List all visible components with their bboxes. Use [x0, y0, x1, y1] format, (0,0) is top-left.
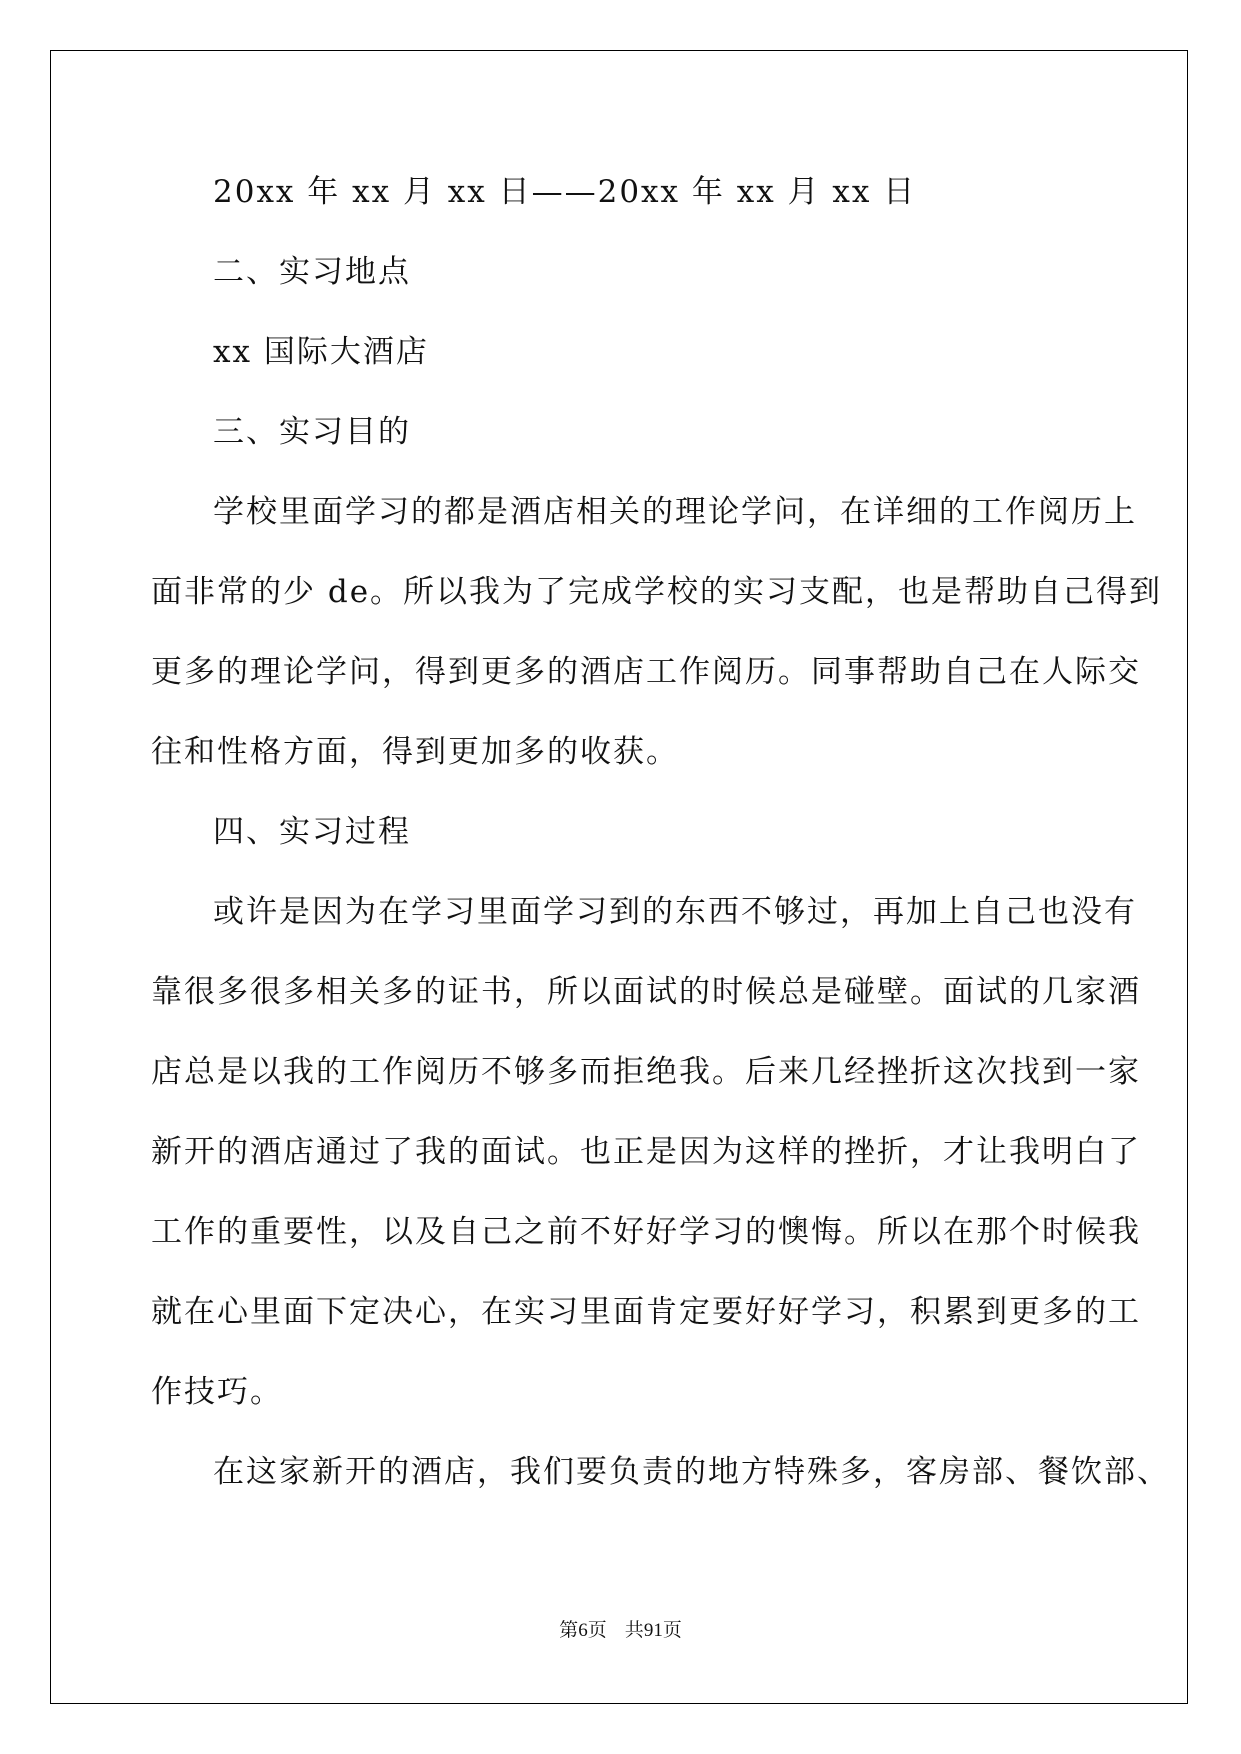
- footer-mid: 页 共: [587, 1619, 644, 1641]
- paragraph-line: 就在心里面下定决心，在实习里面肯定要好好学习，积累到更多的工: [151, 1294, 1141, 1330]
- section-heading-location: 二、实习地点: [213, 254, 411, 290]
- paragraph-line: 店总是以我的工作阅历不够多而拒绝我。后来几经挫折这次找到一家: [151, 1054, 1141, 1090]
- footer-suffix: 页: [662, 1619, 682, 1641]
- current-page-number: 6: [578, 1620, 588, 1641]
- paragraph-line: 作技巧。: [151, 1374, 283, 1410]
- paragraph-line: 工作的重要性，以及自己之前不好好学习的懊悔。所以在那个时候我: [151, 1214, 1141, 1250]
- paragraph-line: 靠很多很多相关多的证书，所以面试的时候总是碰壁。面试的几家酒: [151, 974, 1141, 1010]
- paragraph-line: 面非常的少 de。所以我为了完成学校的实习支配，也是帮助自己得到: [151, 574, 1163, 610]
- section-heading-process: 四、实习过程: [213, 814, 411, 850]
- footer-prefix: 第: [559, 1619, 579, 1641]
- page-footer: [0, 1615, 1241, 1642]
- paragraph-line: 在这家新开的酒店，我们要负责的地方特殊多，客房部、餐饮部、: [213, 1454, 1170, 1490]
- date-range-line: 20xx 年 xx 月 xx 日——20xx 年 xx 月 xx 日: [213, 174, 917, 210]
- paragraph-line: 更多的理论学问，得到更多的酒店工作阅历。同事帮助自己在人际交: [151, 654, 1141, 690]
- section-heading-purpose: 三、实习目的: [213, 414, 411, 450]
- paragraph-line: 学校里面学习的都是酒店相关的理论学问，在详细的工作阅历上: [213, 494, 1137, 530]
- paragraph-line: 新开的酒店通过了我的面试。也正是因为这样的挫折，才让我明白了: [151, 1134, 1141, 1170]
- paragraph-line: 往和性格方面，得到更加多的收获。: [151, 734, 679, 770]
- paragraph-line: 或许是因为在学习里面学习到的东西不够过，再加上自己也没有: [213, 894, 1137, 930]
- total-pages-number: 91: [643, 1620, 663, 1641]
- location-text: xx 国际大酒店: [213, 334, 429, 370]
